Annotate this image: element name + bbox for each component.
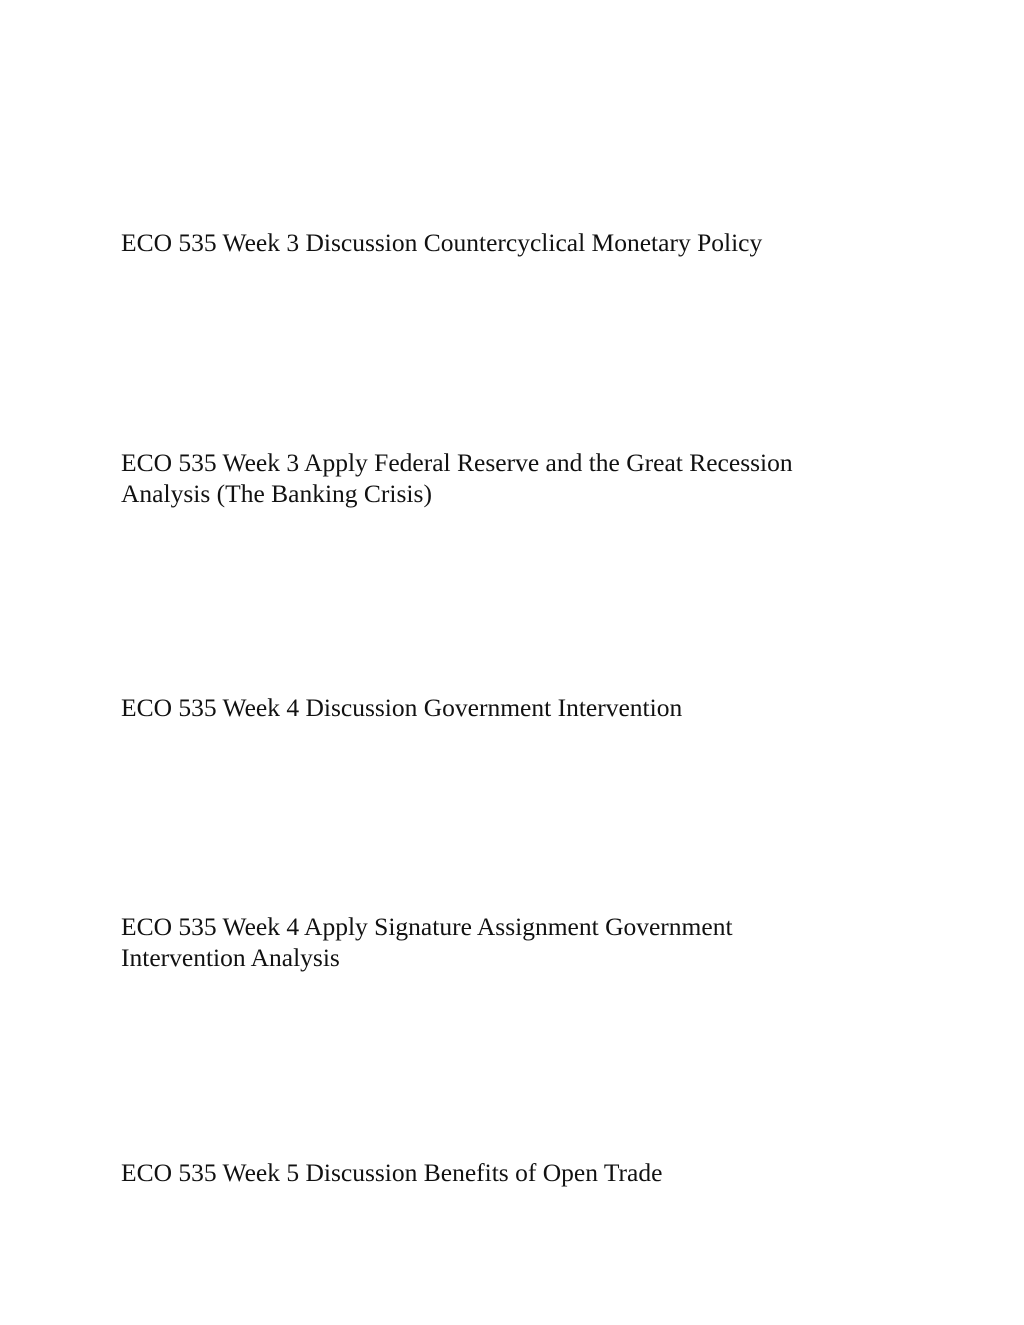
course-entry-week5-discussion	[121, 1157, 861, 1188]
course-entry-week3-apply	[121, 447, 861, 509]
entry-line: ECO 535 Week 4 Discussion Government Intervention	[121, 693, 683, 722]
course-entry-week4-apply	[121, 911, 861, 973]
entry-line: Intervention Analysis	[121, 943, 340, 972]
entry-line: ECO 535 Week 3 Discussion Countercyclical Monetary Policy	[121, 228, 763, 257]
entry-line: Analysis (The Banking Crisis)	[121, 479, 432, 508]
entry-line: ECO 535 Week 5 Discussion Benefits of Open Trade	[121, 1158, 663, 1187]
course-entry-week4-discussion	[121, 692, 861, 723]
course-entry-week3-discussion	[121, 227, 861, 258]
entry-line: ECO 535 Week 3 Apply Federal Reserve and the Great Recession	[121, 448, 793, 477]
entry-line: ECO 535 Week 4 Apply Signature Assignment Government	[121, 912, 733, 941]
